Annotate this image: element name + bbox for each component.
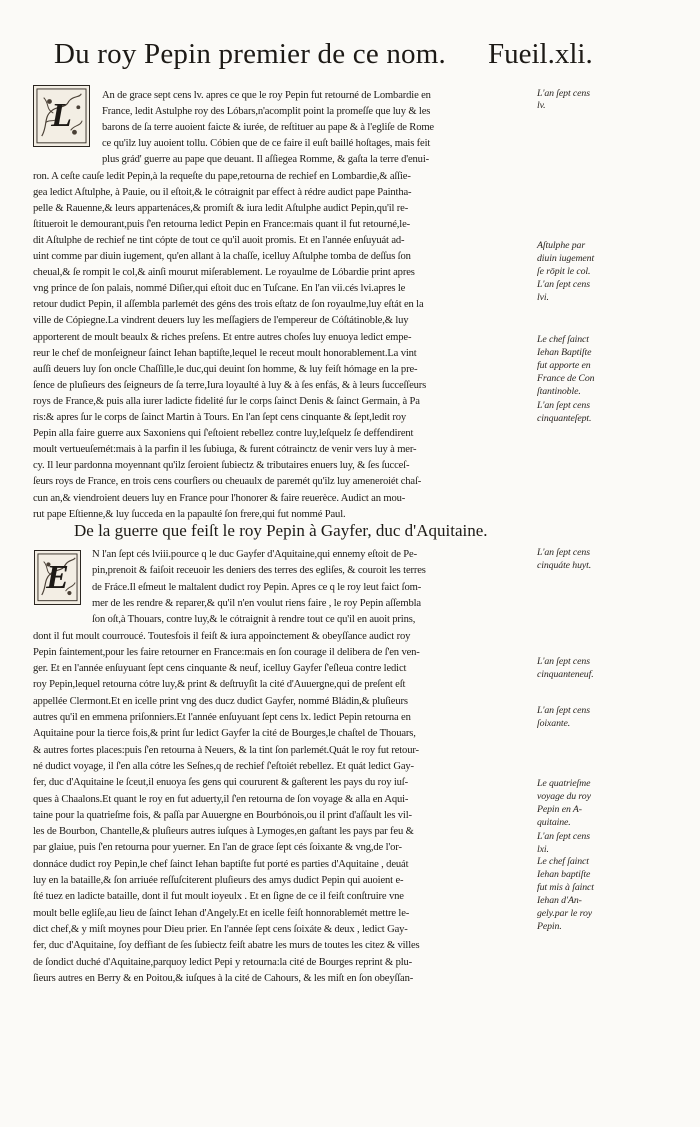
text-line: dont il fut moult courroucé. Toutesfois il feiſt & iura appoinctement & obeyſſance audict roy — [33, 630, 411, 642]
margin-note: Pepin. — [537, 921, 562, 932]
text-line: N l'an ſept cés lviii.pource q le duc Gayfer d'Aquitaine,qui ennemy eſtoit de Pe- — [92, 549, 417, 560]
margin-note: L'an ſept cens — [537, 656, 590, 667]
text-line: ville de Cópiegne.La vindrent deuers luy les meſſagiers de l'empereur de Cóſtátinoble,& luy — [33, 315, 409, 327]
page-title: Du roy Pepin premier de ce nom. — [54, 38, 446, 70]
text-line: ſieurs autres en Berry & en Poitou,& iuſques à la cité de Cahours, & les miſt en ſon obeyſſan- — [33, 972, 414, 984]
text-line: pin,prenoit & faiſoit receuoir les deniers des terres des egliſes, & couroit les terres — [92, 565, 426, 577]
initial-letter: E — [46, 558, 69, 596]
margin-note: fut apporte en — [537, 360, 591, 371]
margin-note: L'an ſept cens — [537, 88, 590, 99]
text-line: ſeurs roys de France, en trois cens courſiers ou cheuaulx de paremét qu'ilz luy ameneroiét chaſ- — [33, 476, 422, 488]
text-line: ris:& apres ſur le corps de ſainct Martin à Tours. En l'an ſept cens cinquante & ſept,ledit roy — [33, 412, 406, 423]
text-line: fer, duc d'Aquitaine, ſoy deffiant de ſes ſubiectz feiſt abatre les murs de toutes les citez & villes — [33, 940, 420, 952]
margin-note: diuin iugement — [537, 253, 595, 264]
margin-note: Pepin en A- — [537, 804, 582, 815]
text-line: rut pape Eſtienne,& luy ſucceda en la papaulté ſon frere,qui fut nommé Paul. — [33, 508, 346, 520]
text-line: uint comme par diuin iugement, qu'en allant à la chaſſe, icelluy Aſtulphe tomba de deſſus ſon — [33, 251, 411, 262]
margin-note: cinquanteneuf. — [537, 669, 594, 680]
margin-note: ſe rōpit le col. — [537, 266, 591, 277]
margin-note: Le quatrieſme — [537, 778, 591, 789]
margin-note: Iehan Baptiſte — [537, 347, 592, 358]
margin-note: cinquanteſept. — [537, 413, 592, 424]
margin-note: lvi. — [537, 292, 549, 303]
text-line: & autres fortes places:puis ſ'en retourna à Neuers, & la tint ſon parlemét.Quát le roy fut retour- — [33, 744, 419, 756]
margin-note: L'an ſept cens — [537, 831, 590, 842]
margin-note: lv. — [537, 100, 546, 111]
text-line: apporterent de moult beaulx & riches preſens. Et entre autres choſes luy enuoya ledict empe- — [33, 331, 412, 343]
text-line: reur le chef de monſeigneur ſainct Iehan baptiſte,lequel le receut moult honorablement.La vint — [33, 347, 417, 359]
text-line: fer, duc d'Aquitaine le ſceut,il enuoya ſes gens qui coururent & gaſterent les pays du roy iuſ- — [33, 777, 408, 789]
text-line: ſence de pluſieurs des ſeigneurs de ſa terre,Iura loyaulté à luy & à ſes enfás, & à leurs ſucceſſeurs — [33, 379, 427, 391]
margin-note: L'an ſept cens — [537, 705, 590, 716]
margin-note: fut mis à ſainct — [537, 882, 594, 893]
text-line: pelle & Rauenne,& leurs appartenáces,& promiſt & iura ledit Aſtulphe audict Pepin,qu'il re- — [33, 202, 409, 214]
text-line: ger. Et en l'année enſuyuant ſept cens cinquante & neuf, icelluy Gayfer ſ'eſleua contre ledict — [33, 663, 407, 675]
text-line: Pepin faintement,pour les faire retourner en France:mais en ſon courage il delibera de ſ'en ven- — [33, 646, 420, 658]
text-line: ſté tuez en ladicte bataille, dont il fut moult ioyeulx . Et en ſigne de ce il feiſt conſtruire vne — [33, 891, 404, 903]
text-line: donnáce dudict roy Pepin,le chef ſainct Iehan baptiſte fut porté es parties d'Aquitaine , deuát — [33, 858, 409, 870]
section-heading: De la guerre que feiſt le roy Pepin à Gayfer, duc d'Aquitaine. — [74, 521, 488, 540]
text-line: An de grace sept cens lv. apres ce que le roy Pepin fut retourné de Lombardie en — [102, 90, 431, 101]
text-line: dict chef,& y miſt moynes pour Dieu prier. En l'année ſept cens ſoixáte & deux , ledict Gay- — [33, 923, 408, 935]
text-line: taine pour la quatrieſme fois, & paſſa par Auuergne en Bourbónois,ou il print d'aſſault les vil- — [33, 809, 412, 821]
margin-note: Le chef ſainct — [537, 334, 589, 345]
text-line: roys de France,& puis alla iurer ladicte fidelité ſur le corps ſainct Denis & ſainct Germain, à Pa — [33, 395, 420, 407]
margin-note: Iehan d'An- — [537, 895, 582, 906]
text-line: retour dudict Pepin, il aſſembla parlemét des géns des trois eſtatz de ſon royaulme,luy eſtát en la — [33, 299, 424, 311]
text-line: barons de ſa terre auoient faicte & iurée, de reſtituer au pape & à l'egliſe de Rome — [102, 122, 434, 134]
text-line: gea ledict Aſtulphe, à Pauie, ou il eſtoit,& le cótraignit par effect à rédre audict pape Paintha- — [33, 186, 412, 198]
margin-note: L'an ſept cens — [537, 400, 590, 411]
margin-note: Aſtulphe par — [537, 240, 586, 251]
text-line: cun an,& viendroient deuers luy en France pour l'honorer & faire reuerèce. Audict an mou- — [33, 492, 406, 504]
margin-note: ſoixante. — [537, 718, 571, 729]
initial-letter: L — [51, 97, 72, 134]
text-line: appellée Clermont.Et en icelle print vng des ducz dudict Gayfer, nommé Bládin,& pluſieurs — [33, 695, 408, 707]
text-line: luy en la bataille,& ſon arriuée reſſuſciterent pluſieurs des amys dudict Pepin qui auoient e- — [33, 875, 404, 886]
text-line: moult belle egliſe,au lieu de ſainct Iehan d'Angely.Et en icelle feiſt honnorablemét mettre le- — [33, 907, 410, 919]
text-line: mer de les rendre & reparer,& qu'il n'en voulut riens faire , le roy Pepin aſſembla — [92, 597, 421, 609]
text-line: né dudict voyage, il ſ'en alla cótre les Seſnes,q de rechief ſ'eſtoiét rebellez. Et quát ledict Gay- — [33, 760, 414, 772]
text-line: ſon oſt,à Thouars, contre luy,& le cótraignit à rendre tout ce qu'il en auoit prins, — [92, 614, 416, 626]
text-line: de ſondict duché d'Aquitaine,parquoy ledict Pepi y retourna:la cité de Bourges reprint & plu- — [33, 956, 413, 968]
text-line: cheual,& ſe rompit le col,& ainſi mourut miſerablement. Le royaulme de Lóbardie print apres — [33, 267, 415, 279]
ornamental-initial-l — [33, 85, 90, 147]
text-line: par glaiue, puis ſ'en retourna pour yuerner. En l'an de grace ſept cés ſoixante & vng,de l'or- — [33, 842, 402, 854]
margin-note: Iehan baptiſte — [537, 869, 591, 880]
text-line: ce qu'ilz luy auoient tollu. Cóbien que de ce faire il euſt baillé hoſtages, mais feit — [102, 138, 431, 150]
margin-note: Le chef ſainct — [537, 856, 589, 867]
text-line: auſſi deuers luy ſon oncle Chaſſille,le duc,qui deuint ſon homme, & luy feiſt hómage en la pre- — [33, 363, 418, 375]
margin-note: L'an ſept cens — [537, 279, 590, 290]
text-line: ſtitueroit le demourant,puis ſ'en retourna ledict Pepin en France:mais quant il fut retourné,le- — [33, 218, 411, 230]
text-line: de Fráce.Il eſmeut le maltalent dudict roy Pepin. Apres ce q le roy leut faict ſom- — [92, 581, 422, 593]
margin-note: France de Con — [537, 373, 595, 384]
margin-note: quitaine. — [537, 817, 571, 828]
text-line: ron. A ceſte cauſe ledit Pepin,à la requeſte du pape,retourna de rechief en Lombardie,& aſſie- — [33, 170, 411, 182]
text-line: France, ledit Astulphe roy des Lóbars,n'acomplit point la promeſſe que luy & les — [102, 106, 431, 118]
text-line: cy. Il leur pardonna moyennant qu'ilz ſeroient ſubiectz & tributaires enuers luy, & ſes ſucceſ- — [33, 460, 410, 472]
text-line: Aquitaine pour la tierce fois,& print ſur ledict Gayfer la cité de Bourges,le chaſtel de Thouars, — [33, 728, 416, 740]
margin-note: ſtantinoble. — [537, 386, 581, 397]
margin-note: cinquáte huyt. — [537, 560, 592, 571]
margin-note: voyage du roy — [537, 791, 591, 802]
margin-note: gely.par le roy — [537, 908, 592, 919]
margin-note: lxi. — [537, 844, 549, 855]
text-line: vng prince de ſon palais, nommé Diſier,qui eſtoit duc en Tuſcane. En l'an vii.cés lvi.apres le — [33, 283, 406, 295]
text-line: les de Bourbon, Chantelle,& pluſieurs autres iuſques à Lymoges,en gaſtant les pays par feu & — [33, 826, 414, 838]
margin-note: L'an ſept cens — [537, 547, 590, 558]
text-line: Pepin alla faire guerre aux Saxoniens qui ſ'eſtoient rebellez contre luy,leſquelz ſe deffendirent — [33, 428, 414, 440]
folio-number: Fueil.xli. — [488, 38, 593, 70]
text-line: roy Pepin,lequel retourna cótre luy,& print & deſtruyſit la cité d'Auuergne,qui de preſent eſt — [33, 679, 406, 691]
text-line: plus grád' guerre au pape que deuant. Il aſſiegea Romme, & gaſta la terre d'enui- — [102, 154, 430, 166]
ornamental-initial-e — [34, 550, 81, 605]
text-line: ques à Chaalons.Et quant le roy en fut aduerty,il ſ'en retourna de ſon voyage & alla en Aqui- — [33, 793, 409, 805]
text-line: moult vertueuſemét:mais à la parfin il les ſubiuga, & furent cótrainctz de venir vers luy à mer- — [33, 444, 417, 456]
text-line: autres qu'il en emmena priſonniers.Et l'année enſuyuant ſept cens lx. ledict Pepin retourna en — [33, 712, 411, 723]
text-line: dit Aſtulphe de rechief ne tint cópte de tout ce qu'il auoit promis. Et en l'année enſuyuát ad- — [33, 234, 405, 246]
